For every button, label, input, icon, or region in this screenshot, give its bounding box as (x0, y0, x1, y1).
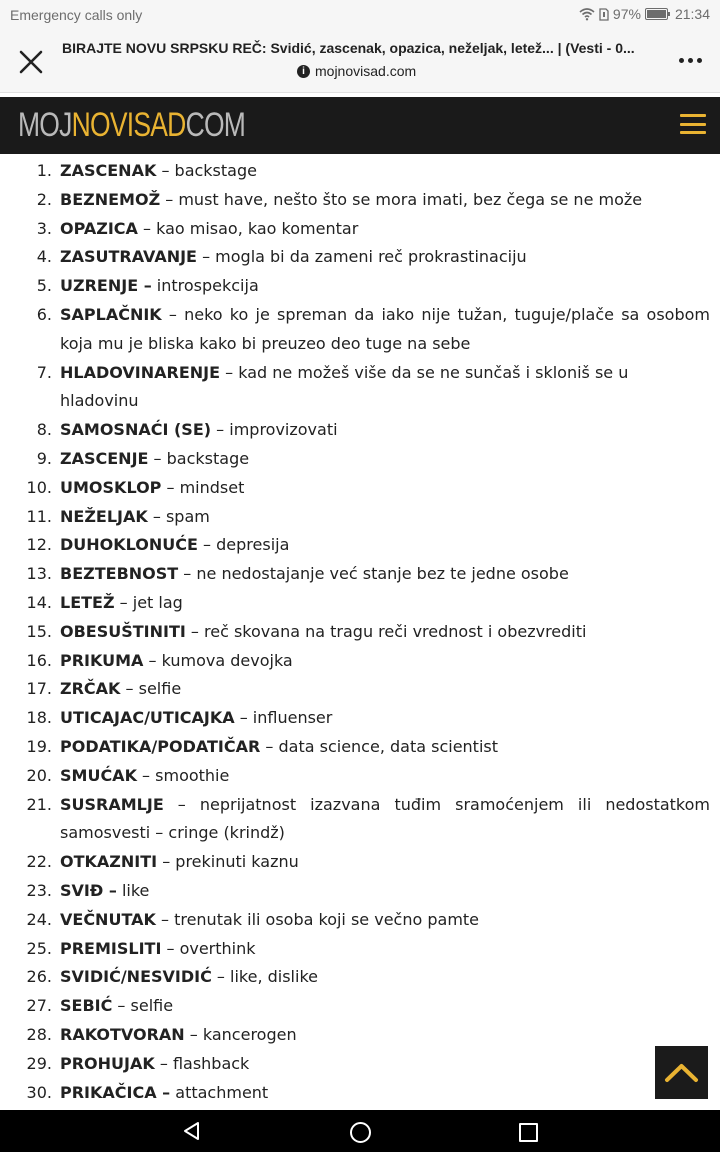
term: BEZNEMOŽ (60, 189, 161, 209)
item-text (60, 272, 710, 301)
definition: kao misao, kao komentar (156, 218, 359, 238)
term: OPAZICA (60, 218, 138, 238)
separator: – (154, 1053, 173, 1073)
status-bar (0, 0, 720, 30)
item-number: 22. (26, 852, 52, 872)
item-text (60, 416, 710, 445)
separator: – (163, 794, 200, 814)
term: ZASUTRAVANJE (60, 247, 197, 267)
list-item (0, 474, 720, 503)
item-number: 9. (36, 448, 52, 468)
item-number: 24. (26, 909, 52, 929)
separator: – (136, 765, 156, 785)
item-number: 25. (26, 938, 52, 958)
item-number: 20. (26, 765, 52, 785)
term: ZASCENAK (60, 161, 157, 180)
item-number: 8. (36, 420, 52, 440)
term: PROHUJAK (60, 1053, 155, 1073)
item-text (60, 531, 710, 560)
separator: – (260, 736, 279, 756)
item-text (60, 186, 710, 215)
list-item (0, 589, 720, 618)
close-icon[interactable] (17, 48, 45, 76)
definition: attachment (175, 1082, 269, 1102)
item-text (60, 618, 710, 647)
list-item (0, 1021, 720, 1050)
item-number: 23. (26, 880, 52, 900)
separator: – (234, 708, 253, 728)
back-triangle-icon[interactable] (182, 1121, 202, 1141)
separator: – (211, 420, 230, 440)
separator: – (114, 592, 133, 612)
definition: neko ko je spreman da iako nije tužan, tuguje/plače sa osobom koja mu je bliska kako bi preuzeo deo tuge na sebe (60, 304, 710, 353)
item-text (60, 589, 710, 618)
separator: – (156, 161, 175, 180)
separator: – (160, 189, 179, 209)
separator: – (161, 938, 180, 958)
item-text (60, 474, 710, 503)
item-text (60, 243, 710, 272)
item-number: 13. (26, 564, 52, 584)
separator: – (211, 967, 231, 987)
list-item (0, 359, 720, 417)
item-text (60, 157, 710, 186)
page-title: BIRAJTE NOVU SRPSKU REČ: Svidić, zascenak, opazica, neželjak, letež... | (Vesti - 0... (62, 40, 635, 56)
term: SUSRAMLJE (60, 794, 164, 814)
term: UZRENJE – (60, 276, 152, 296)
clock: 21:34 (674, 6, 710, 22)
term: ZRČAK (60, 679, 121, 699)
separator: – (155, 909, 175, 929)
scroll-to-top-button[interactable] (655, 1046, 708, 1099)
chevron-up-icon (655, 1046, 708, 1099)
article-content (0, 157, 720, 1110)
separator: – (137, 218, 157, 238)
definition: kumova devojka (161, 650, 293, 670)
item-text (60, 215, 710, 244)
list-item (0, 272, 720, 301)
recent-apps-square-icon[interactable] (519, 1123, 538, 1142)
separator: – (161, 304, 185, 324)
term: PODATIKA/PODATIČAR (60, 736, 261, 756)
sim-icon (599, 8, 609, 21)
item-text (60, 675, 710, 704)
term: SVIDIĆ/NESVIDIĆ (60, 967, 212, 987)
term: PRIKAČICA – (60, 1082, 171, 1102)
definition: must have, nešto što se mora imati, bez čega se ne može (178, 189, 643, 209)
url-display[interactable] (297, 63, 416, 79)
item-text (60, 992, 710, 1021)
definition: ne nedostajanje već stanje bez te jedne osobe (196, 564, 569, 584)
item-number: 11. (26, 506, 52, 526)
more-vert-icon[interactable] (679, 58, 702, 63)
status-icons (579, 6, 710, 22)
battery-icon (645, 8, 671, 20)
term: UMOSKLOP (60, 477, 162, 497)
item-text (60, 877, 710, 906)
definition: flashback (172, 1053, 250, 1073)
item-text (60, 1079, 710, 1108)
list-item (0, 186, 720, 215)
separator: – (220, 362, 239, 382)
home-circle-icon[interactable] (350, 1122, 371, 1143)
term: UTICAJAC/UTICAJKA (60, 708, 235, 728)
item-number: 5. (36, 276, 52, 296)
definition: data science, data scientist (278, 736, 498, 756)
definition: selfie (138, 679, 182, 699)
definition: neprijatnost izazvana tuđim sramoćenjem ili nedostatkom samosvesti – cringe (krindž) (60, 794, 710, 843)
item-number: 27. (26, 996, 52, 1016)
term: NEŽELJAK (60, 506, 148, 526)
term: BEZTEBNOST (60, 564, 179, 584)
wifi-icon (579, 7, 595, 21)
separator: – (196, 247, 216, 267)
definition: mogla bi da zameni reč prokrastinaciju (215, 247, 527, 267)
separator: – (120, 679, 139, 699)
separator: – (185, 621, 205, 641)
item-number: 14. (26, 592, 52, 612)
separator: – (157, 852, 176, 872)
list-item (0, 733, 720, 762)
list-item (0, 906, 720, 935)
item-text (60, 647, 710, 676)
separator: – (178, 564, 197, 584)
android-nav-bar (0, 1110, 720, 1152)
term: SVIĐ – (60, 880, 117, 900)
list-item (0, 560, 720, 589)
term: ZASCENJE (60, 448, 149, 468)
hamburger-menu-icon[interactable] (680, 114, 706, 134)
list-item (0, 992, 720, 1021)
term: OBESUŠTINITI (60, 621, 186, 641)
term: DUHOKLONUĆE (60, 535, 198, 555)
definition: kancerogen (202, 1024, 297, 1044)
term: VEČNUTAK (60, 909, 156, 929)
list-item (0, 243, 720, 272)
list-item (0, 935, 720, 964)
battery-percent: 97% (612, 6, 641, 22)
definition: jet lag (132, 592, 183, 612)
term: HLADOVINARENJE (60, 362, 221, 382)
item-text (60, 906, 710, 935)
item-number: 7. (36, 362, 52, 382)
item-text (60, 963, 710, 992)
item-number: 12. (26, 535, 52, 555)
definition: spam (165, 506, 210, 526)
list-item (0, 877, 720, 906)
term: SAPLAČNIK (60, 304, 162, 324)
definition: trenutak ili osoba koji se večno pamte (174, 909, 480, 929)
item-text (60, 791, 710, 849)
definition: prekinuti kaznu (175, 852, 299, 872)
list-item (0, 618, 720, 647)
definition: mindset (179, 477, 245, 497)
definition: like (121, 880, 150, 900)
item-text (60, 935, 710, 964)
item-text (60, 1021, 710, 1050)
site-header (0, 97, 720, 154)
term: LETEŽ (60, 592, 115, 612)
definition: like, dislike (230, 967, 318, 987)
item-number: 10. (26, 477, 52, 497)
term: RAKOTVORAN (60, 1024, 185, 1044)
list-item (0, 157, 720, 186)
item-text (60, 503, 710, 532)
separator: – (143, 650, 162, 670)
definition: introspekcija (156, 276, 259, 296)
term: SMUĆAK (60, 765, 137, 785)
item-number: 17. (26, 679, 52, 699)
list-item (0, 531, 720, 560)
item-text (60, 704, 710, 733)
item-text (60, 301, 710, 359)
item-number: 21. (26, 794, 52, 814)
list-item (0, 963, 720, 992)
definition: kad ne možeš više da se ne sunčaš i skloniš se u hladovinu (60, 362, 629, 411)
item-text (60, 445, 710, 474)
item-text (60, 762, 710, 791)
item-text (60, 1050, 710, 1079)
list-item (0, 503, 720, 532)
item-number: 30. (26, 1082, 52, 1102)
item-number: 2. (36, 189, 52, 209)
site-logo[interactable]: MOJNOVISADCOM (18, 106, 246, 144)
item-number: 18. (26, 708, 52, 728)
term: OTKAZNITI (60, 852, 158, 872)
item-number: 19. (26, 736, 52, 756)
info-icon[interactable]: i (297, 65, 310, 78)
list-item (0, 704, 720, 733)
definition: backstage (166, 448, 250, 468)
list-item (0, 762, 720, 791)
item-text (60, 733, 710, 762)
url-text: mojnovisad.com (315, 63, 417, 79)
definition: improvizovati (229, 420, 338, 440)
list-item (0, 791, 720, 849)
item-number: 6. (36, 304, 52, 324)
list-item (0, 445, 720, 474)
definition: selfie (130, 996, 174, 1016)
item-number: 16. (26, 650, 52, 670)
separator: – (184, 1024, 203, 1044)
separator: – (148, 448, 167, 468)
item-number: 15. (26, 621, 52, 641)
definition: smoothie (155, 765, 230, 785)
term: PREMISLITI (60, 938, 162, 958)
item-number: 26. (26, 967, 52, 987)
item-text (60, 560, 710, 589)
item-number: 4. (36, 247, 52, 267)
definition: overthink (179, 938, 256, 958)
list-item (0, 848, 720, 877)
item-text (60, 848, 710, 877)
list-item (0, 416, 720, 445)
item-text (60, 359, 710, 417)
list-item (0, 1050, 720, 1079)
term: SAMOSNAĆI (SE) (60, 420, 212, 440)
separator: – (112, 996, 131, 1016)
item-number: 28. (26, 1024, 52, 1044)
separator: – (147, 506, 166, 526)
custom-tab-toolbar (0, 30, 720, 93)
term: PRIKUMA (60, 650, 144, 670)
list-item (0, 215, 720, 244)
term: SEBIĆ (60, 996, 113, 1016)
list-item (0, 1079, 720, 1108)
item-number: 29. (26, 1053, 52, 1073)
definition: backstage (174, 161, 257, 180)
network-status-text: Emergency calls only (10, 7, 143, 23)
definition: influenser (252, 708, 333, 728)
definition: reč skovana na tragu reči vrednost i obezvrediti (204, 621, 587, 641)
separator: – (161, 477, 180, 497)
list-item (0, 647, 720, 676)
item-number: 1. (36, 161, 52, 180)
separator: – (197, 535, 217, 555)
list-item (0, 301, 720, 359)
word-list (0, 157, 720, 1136)
list-item (0, 675, 720, 704)
item-number: 3. (36, 218, 52, 238)
definition: depresija (216, 535, 290, 555)
